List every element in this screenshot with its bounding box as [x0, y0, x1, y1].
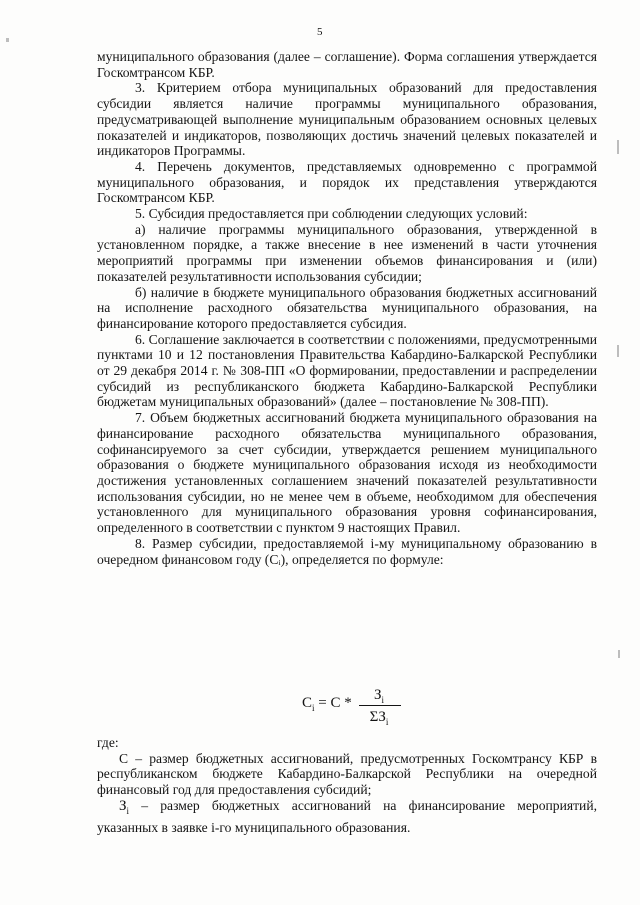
paragraph-item-5a: а) наличие программы муниципального образования, утвержденной в установленном порядке, а также внесение в нее изменений в части уточнения мероприятий программы при изменении объемов финансирования и (или) показателей результативности использования субсидии;	[97, 221, 597, 284]
definition-c: С – размер бюджетных ассигнований, предусмотренных Госкомтрансу КБР в республиканском бюджете Кабардино-Балкарской Республики на очередной финансовый год для предоставления субсидий;	[97, 750, 597, 798]
scan-artifact	[617, 345, 619, 357]
subsidy-formula	[302, 685, 422, 731]
formula-numerator: $З_i$	[373, 687, 385, 705]
paragraph-item-5b: б) наличие в бюджете муниципального образования бюджетных ассигнований на исполнение расходного обязательства муниципального образования, на финансирование которого предоставляется субсидия.	[97, 284, 597, 331]
paragraph-item-3: 3. Критерием отбора муниципальных образований для предоставления субсидии является наличие программы муниципального образования, предусматривающей выполнение муниципальным образованием основных целевых показателей и индикаторов, позволяющих достичь значений целевых показателей и индикаторов Программы.	[97, 80, 597, 159]
formula-definitions	[97, 735, 597, 835]
document-body	[97, 49, 597, 567]
formula-lhs: $C_i = C$ *	[302, 695, 352, 713]
paragraph-item-4: 4. Перечень документов, представляемых одновременно с программой муниципального образования, и порядок их представления утверждаются Госкомтрансом КБР.	[97, 158, 597, 206]
scan-artifact	[6, 38, 9, 42]
formula-fraction	[356, 685, 402, 726]
paragraph-item-8: 8. Размер субсидии, предоставляемой i-му муниципальному образованию в очередном финансовом году (Cᵢ), определяется по формуле:	[97, 535, 597, 567]
paragraph-continuation: муниципального образования (далее – соглашение). Форма соглашения утверждается Госкомтрансом КБР.	[97, 49, 597, 80]
zi-symbol: $З_i$	[119, 797, 130, 816]
scan-artifact	[618, 650, 620, 658]
paragraph-item-5: 5. Субсидия предоставляется при соблюдении следующих условий:	[135, 206, 528, 222]
paragraph-item-6: 6. Соглашение заключается в соответствии с положениями, предусмотренными пунктами 10 и 12 постановления Правительства Кабардино-Балкарской Республики от 29 декабря 2014 г. № 308-ПП «О формировании, предоставлении и распределении субсидий из республиканского бюджета Кабардино-Балкарской Республики бюджетам муниципальных образований» (далее – постановление № 308-ПП).	[97, 331, 597, 410]
formula-denominator: $\Sigma З_i$	[369, 709, 389, 727]
page-number: 5	[317, 26, 323, 38]
scan-artifact	[617, 140, 619, 154]
zi-definition-text: – размер бюджетных ассигнований на финансирование мероприятий, указанных в заявке i-го муниципального образования.	[97, 797, 597, 835]
definition-zi	[97, 798, 597, 835]
paragraph-item-7: 7. Объем бюджетных ассигнований бюджета муниципального образования на финансирование расходного обязательства муниципального образования, софинансируемого за счет субсидии, утверждается решением муниципального образования о бюджете муниципального образования исходя из необходимости достижения установленных соглашением значений показателей результативности использования субсидии, но не менее чем в объеме, необходимом для обеспечения установленного для муниципального образования уровня софинансирования, определенного в соответствии с пунктом 9 настоящих Правил.	[97, 410, 597, 536]
where-label: где:	[97, 735, 119, 750]
